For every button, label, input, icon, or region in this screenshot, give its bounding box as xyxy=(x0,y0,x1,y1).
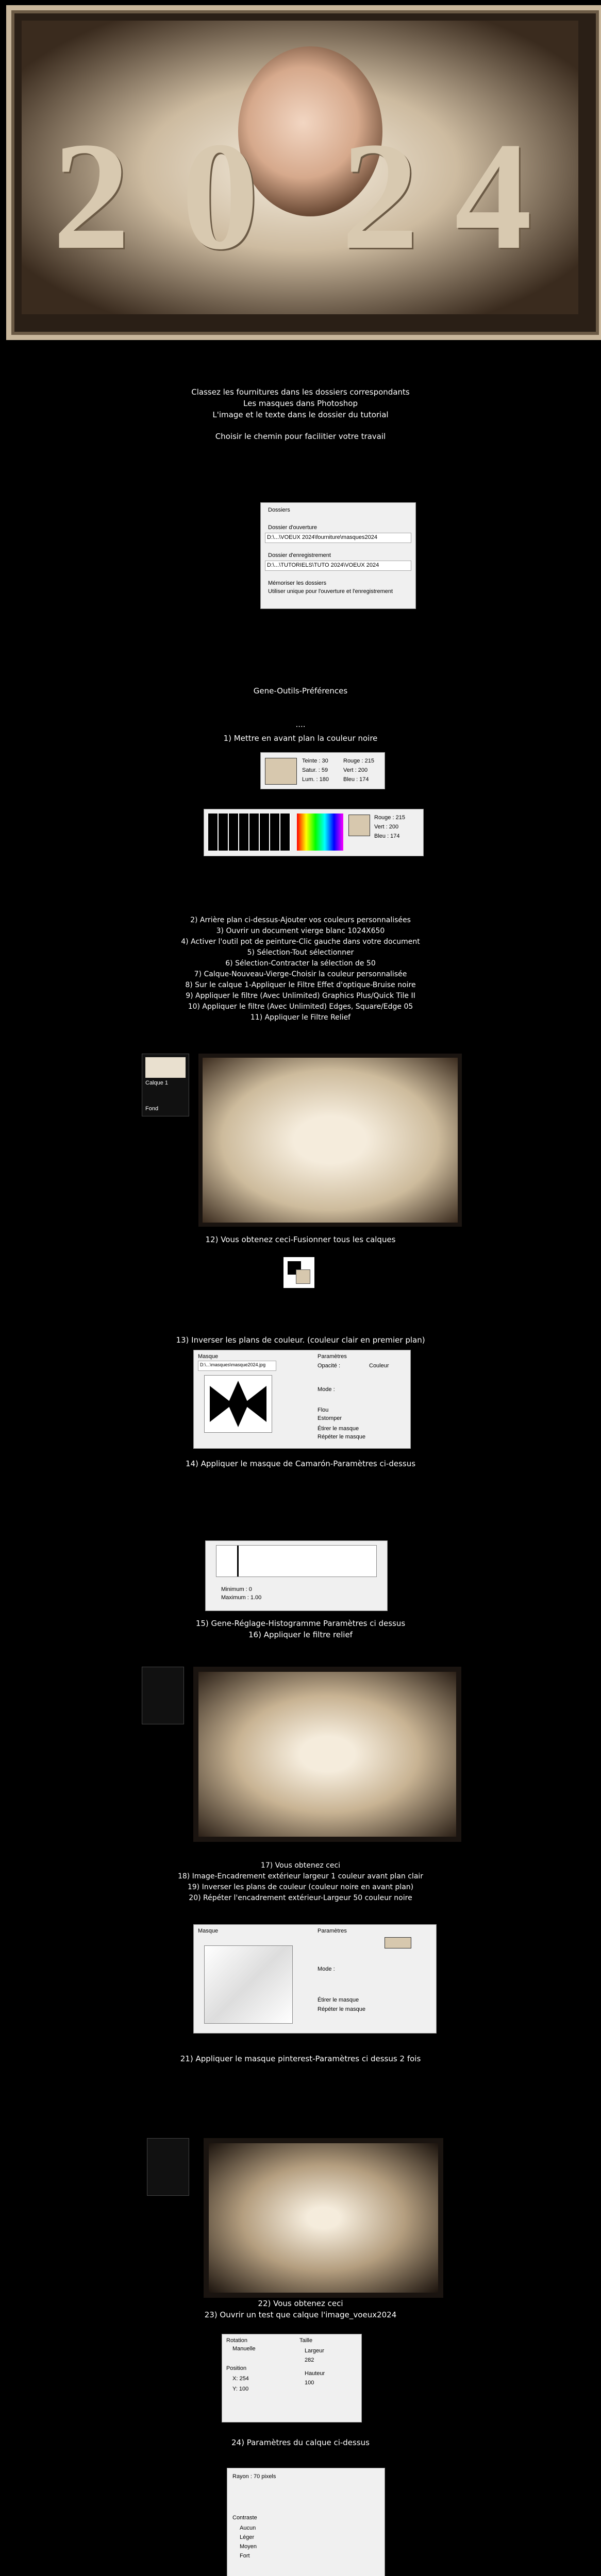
color-swap-icon[interactable] xyxy=(283,1257,314,1288)
step-line: 8) Sur le calque 1-Appliquer le Filtre Effet d'optique-Bruise noire xyxy=(185,981,416,989)
layers-panel-3 xyxy=(147,2138,189,2196)
step-line: 20) Répéter l'encadrement extérieur-Largeur 50 couleur noire xyxy=(189,1894,412,1902)
contour-dialog: Rayon : 70 pixels Contraste Aucun Léger Moyen Fort xyxy=(227,2468,385,2576)
layers-panel-2 xyxy=(142,1667,184,1724)
step-24: 24) Paramètres du calque ci-dessus xyxy=(231,2438,370,2447)
folders-dialog xyxy=(260,502,416,609)
gene-heading: Gene-Outils-Préférences xyxy=(253,686,348,696)
step-line: 2) Arrière plan ci-dessus-Ajouter vos couleurs personnalisées xyxy=(190,916,411,924)
mask-dialog-2: Masque Paramètres Mode : Étirer le masque Répéter le masque xyxy=(193,1924,437,2033)
layers-panel-1: Calque 1 Fond xyxy=(142,1054,189,1116)
banner-digit-2: 0 xyxy=(181,110,259,281)
step-line: 4) Activer l'outil pot de peinture-Clic gauche dans votre document xyxy=(181,938,420,946)
spectrum[interactable] xyxy=(297,814,343,851)
histogram-dialog: Minimum : 0 Maximum : 1.00 xyxy=(205,1540,388,1611)
color-swatch xyxy=(265,758,297,785)
step-line: 3) Ouvrir un document vierge blanc 1024X650 xyxy=(216,927,385,935)
step-line: 6) Sélection-Contracter la sélection de 50 xyxy=(225,959,376,968)
step-line: 19) Inverser les plans de couleur (couleur noire en avant plan) xyxy=(187,1883,414,1891)
intro-line-3: L'image et le texte dans le dossier du tutorial xyxy=(212,410,389,419)
step-line: 17) Vous obtenez ceci xyxy=(260,1861,341,1870)
open-folder-field[interactable]: D:\...\VOEUX 2024\fourniture\masques2024 xyxy=(265,533,411,543)
step-13: 13) Inverser les plans de couleur. (couleur clair en premier plan) xyxy=(176,1335,425,1345)
save-folder-field[interactable]: D:\...\TUTORIELS\TUTO 2024\VOEUX 2024 xyxy=(265,561,411,571)
step-line: 18) Image-Encadrement extérieur largeur 1 couleur avant plan clair xyxy=(177,1872,424,1880)
intro-line-4: Choisir le chemin pour facilitier votre travail xyxy=(215,432,386,441)
preview-image-3 xyxy=(204,2138,443,2298)
open-folder-label: Dossier d'ouverture xyxy=(268,524,318,531)
remember-checkbox[interactable]: Mémoriser les dossiers xyxy=(268,580,327,586)
intro-line-2: Les masques dans Photoshop xyxy=(243,399,358,408)
dots-separator: .... xyxy=(295,720,306,729)
palette-grid[interactable] xyxy=(208,814,291,851)
save-folder-label: Dossier d'enregistrement xyxy=(268,552,331,558)
step-12: 12) Vous obtenez ceci-Fusionner tous les calques xyxy=(205,1235,396,1244)
mask-preview-2 xyxy=(204,1945,293,2024)
preview-image-1 xyxy=(198,1054,462,1227)
step-16: 16) Appliquer le filtre relief xyxy=(248,1630,353,1639)
preview-image-2 xyxy=(193,1667,461,1842)
layer-params-dialog: Rotation Manuelle Position X: 254 Y: 100 Taille Largeur 282 Hauteur 100 xyxy=(222,2334,362,2422)
intro-line-1: Classez les fournitures dans les dossiers correspondants xyxy=(191,387,410,397)
step-14: 14) Appliquer le masque de Camarón-Paramètres ci-dessus xyxy=(185,1459,416,1468)
step-line: 10) Appliquer le filtre (Avec Unlimited) Edges, Square/Edge 05 xyxy=(188,1003,413,1011)
dialog-title: Dossiers xyxy=(268,507,290,513)
banner-image xyxy=(6,5,601,340)
step-15: 15) Gene-Réglage-Histogramme Paramètres ci dessus xyxy=(195,1619,406,1628)
mask-dialog-1: Masque D:\...\masques\masque2024.jpg Paramètres Opacité : Couleur Mode : Flou Estomper Étirer le masque Répéter le masque xyxy=(193,1350,411,1449)
single-folder-checkbox[interactable]: Utiliser unique pour l'ouverture et l'enregistrement xyxy=(268,588,393,595)
step-line: 7) Calque-Nouveau-Vierge-Choisir la couleur personnalisée xyxy=(194,970,407,978)
banner-digit-1: 2 xyxy=(53,110,130,281)
step-line: 11) Appliquer le Filtre Relief xyxy=(250,1013,351,1022)
step-1: 1) Mettre en avant plan la couleur noire xyxy=(223,734,378,743)
step-line: 5) Sélection-Tout sélectionner xyxy=(247,948,354,957)
step-22: 22) Vous obtenez ceci xyxy=(258,2299,343,2308)
step-line: 9) Appliquer le filtre (Avec Unlimited) Graphics Plus/Quick Tile II xyxy=(186,992,415,1000)
banner-digit-4: 4 xyxy=(455,110,532,281)
mask-preview-1 xyxy=(204,1375,272,1433)
banner-digit-3: 2 xyxy=(341,110,419,281)
step-23: 23) Ouvrir un test que calque l'image_voeux2024 xyxy=(204,2310,397,2319)
color-picker-2: Rouge : 215 Vert : 200 Bleu : 174 xyxy=(204,809,424,856)
step-21: 21) Appliquer le masque pinterest-Paramètres ci dessus 2 fois xyxy=(180,2054,421,2063)
color-picker-1: Teinte : 30 Rouge : 215 Satur. : 59 Vert : 200 Lum. : 180 Bleu : 174 xyxy=(260,752,385,789)
